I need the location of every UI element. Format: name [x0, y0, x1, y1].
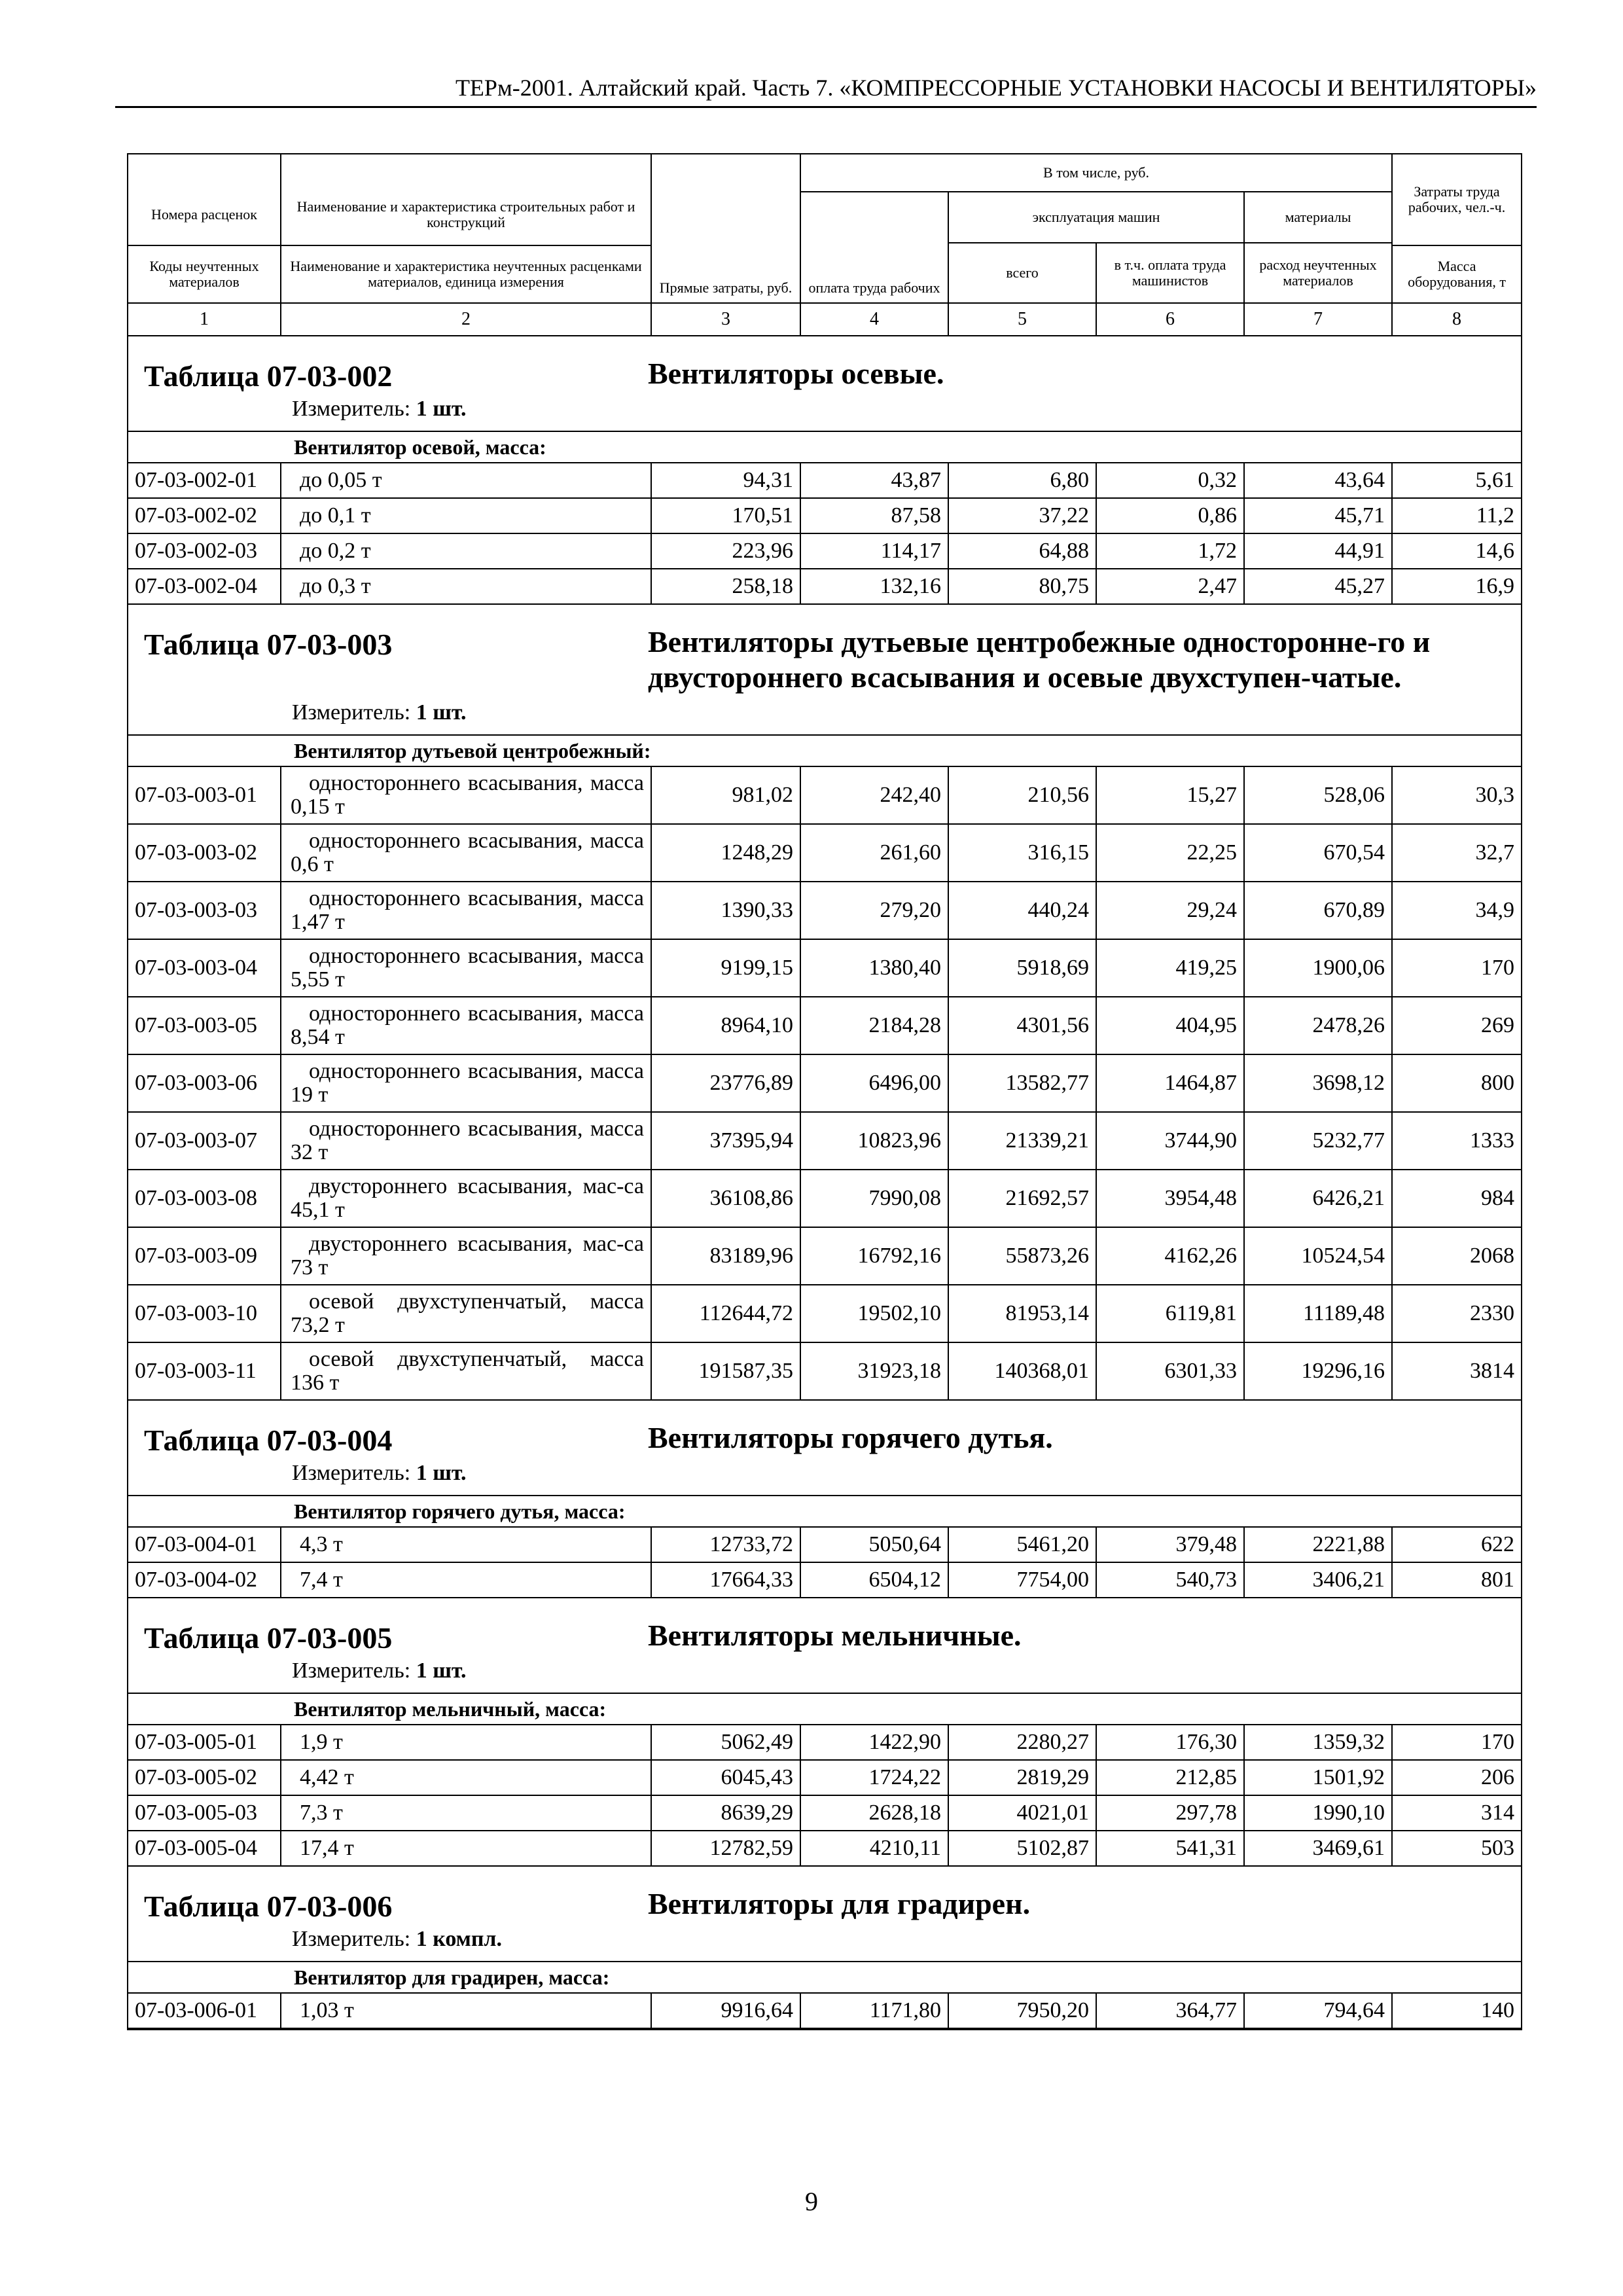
rate-description: двустороннего всасывания, мас-са 45,1 т [281, 1170, 651, 1227]
direct-cost-value: 9916,64 [651, 1993, 800, 2029]
measure-unit-label: Измеритель: [292, 1461, 411, 1485]
rate-code: 07-03-004-01 [128, 1527, 281, 1562]
rate-code: 07-03-006-01 [128, 1993, 281, 2029]
measure-unit-value: 1 компл. [416, 1927, 503, 1951]
group-spacer [128, 1962, 281, 1993]
machines-total-value: 2280,27 [948, 1725, 1096, 1760]
rate-description: до 0,2 т [281, 533, 651, 569]
measure-unit [292, 394, 1514, 424]
labor-hours-value: 5,61 [1392, 463, 1522, 498]
direct-cost-value: 6045,43 [651, 1760, 800, 1795]
labor-pay-value: 7990,08 [800, 1170, 948, 1227]
labor-hours-value: 170 [1392, 1725, 1522, 1760]
group-row [128, 1693, 1522, 1725]
rate-description: до 0,3 т [281, 569, 651, 604]
table-row [128, 1795, 1522, 1831]
rate-description: одностороннего всасывания, масса 5,55 т [281, 939, 651, 997]
labor-hours-value: 314 [1392, 1795, 1522, 1831]
materials-value: 2478,26 [1244, 997, 1392, 1054]
materials-value: 3406,21 [1244, 1562, 1392, 1598]
labor-hours-value: 34,9 [1392, 882, 1522, 939]
table-id: Таблица 07-03-004 [144, 1424, 393, 1457]
materials-value: 45,27 [1244, 569, 1392, 604]
group-label: Вентилятор осевой, масса: [281, 431, 1522, 463]
machines-labor-value: 0,32 [1096, 463, 1244, 498]
table-title: Вентиляторы для градирен. [648, 1887, 1031, 1920]
rate-code: 07-03-002-02 [128, 498, 281, 533]
machines-labor-value: 419,25 [1096, 939, 1244, 997]
materials-value: 670,89 [1244, 882, 1392, 939]
table-row [128, 1725, 1522, 1760]
rate-code: 07-03-005-04 [128, 1831, 281, 1866]
machines-labor-value: 404,95 [1096, 997, 1244, 1054]
table-row [128, 824, 1522, 882]
labor-pay-value: 4210,11 [800, 1831, 948, 1866]
machines-total-value: 80,75 [948, 569, 1096, 604]
group-spacer [128, 431, 281, 463]
labor-pay-value: 261,60 [800, 824, 948, 882]
machines-total-value: 440,24 [948, 882, 1096, 939]
direct-cost-header: Прямые затраты, руб. [651, 154, 800, 303]
measure-unit-value: 1 шт. [416, 1461, 467, 1485]
measure-unit-label: Измеритель: [292, 397, 411, 421]
table-row [128, 1342, 1522, 1400]
rate-code: 07-03-003-03 [128, 882, 281, 939]
labor-hours-value: 622 [1392, 1527, 1522, 1562]
materials-value: 794,64 [1244, 1993, 1392, 2029]
labor-hours-value: 206 [1392, 1760, 1522, 1795]
section-heading-row [128, 604, 1522, 735]
machines-total-value: 55873,26 [948, 1227, 1096, 1285]
labor-hours-value: 801 [1392, 1562, 1522, 1598]
labor-hours-value: 32,7 [1392, 824, 1522, 882]
group-label: Вентилятор мельничный, масса: [281, 1693, 1522, 1725]
materials-value: 44,91 [1244, 533, 1392, 569]
group-spacer [128, 1496, 281, 1527]
rate-code: 07-03-005-01 [128, 1725, 281, 1760]
labor-pay-value: 31923,18 [800, 1342, 948, 1400]
measure-unit-label: Измеритель: [292, 1927, 411, 1951]
measure-unit-label: Измеритель: [292, 700, 411, 725]
direct-cost-value: 170,51 [651, 498, 800, 533]
column-number: 6 [1096, 303, 1244, 336]
rate-code: 07-03-002-03 [128, 533, 281, 569]
materials-value: 3698,12 [1244, 1054, 1392, 1112]
labor-pay-value: 1422,90 [800, 1725, 948, 1760]
direct-cost-value: 37395,94 [651, 1112, 800, 1170]
machines-total-value: 4301,56 [948, 997, 1096, 1054]
materials-value: 6426,21 [1244, 1170, 1392, 1227]
measure-unit-value: 1 шт. [416, 700, 467, 725]
measure-unit-label: Измеритель: [292, 1659, 411, 1683]
price-table [127, 153, 1522, 2030]
machines-total-value: 6,80 [948, 463, 1096, 498]
col1-top-header: Номера расценок [128, 154, 281, 245]
section-heading [128, 1400, 1522, 1496]
labor-hours-value: 2068 [1392, 1227, 1522, 1285]
labor-pay-value: 6504,12 [800, 1562, 948, 1598]
rate-code: 07-03-002-04 [128, 569, 281, 604]
table-row [128, 1562, 1522, 1598]
rate-code: 07-03-005-03 [128, 1795, 281, 1831]
group-label: Вентилятор горячего дутья, масса: [281, 1496, 1522, 1527]
direct-cost-value: 981,02 [651, 766, 800, 824]
machines-total-value: 4021,01 [948, 1795, 1096, 1831]
machines-header: эксплуатация машин [948, 192, 1244, 243]
rate-description: одностороннего всасывания, масса 19 т [281, 1054, 651, 1112]
direct-cost-value: 94,31 [651, 463, 800, 498]
direct-cost-value: 9199,15 [651, 939, 800, 997]
machines-total-value: 5918,69 [948, 939, 1096, 997]
running-header: ТЕРм-2001. Алтайский край. Часть 7. «КОМПРЕССОРНЫЕ УСТАНОВКИ НАСОСЫ И ВЕНТИЛЯТОРЫ» [115, 72, 1537, 108]
machines-total-value: 81953,14 [948, 1285, 1096, 1342]
rate-code: 07-03-002-01 [128, 463, 281, 498]
labor-hours-value: 30,3 [1392, 766, 1522, 824]
machines-labor-value: 4162,26 [1096, 1227, 1244, 1285]
table-row [128, 569, 1522, 604]
measure-unit-value: 1 шт. [416, 397, 467, 421]
labor-pay-value: 1380,40 [800, 939, 948, 997]
rate-code: 07-03-004-02 [128, 1562, 281, 1598]
table-row [128, 463, 1522, 498]
labor-cost-header: Затраты труда рабочих, чел.-ч. [1392, 154, 1522, 245]
section-heading [128, 336, 1522, 431]
measure-unit-value: 1 шт. [416, 1659, 467, 1683]
rate-description: одностороннего всасывания, масса 32 т [281, 1112, 651, 1170]
labor-pay-value: 242,40 [800, 766, 948, 824]
labor-hours-value: 269 [1392, 997, 1522, 1054]
materials-header: материалы [1244, 192, 1392, 243]
group-label: Вентилятор дутьевой центробежный: [281, 735, 1522, 766]
labor-hours-value: 800 [1392, 1054, 1522, 1112]
labor-pay-value: 114,17 [800, 533, 948, 569]
labor-pay-value: 6496,00 [800, 1054, 948, 1112]
materials-value: 1501,92 [1244, 1760, 1392, 1795]
group-row [128, 1962, 1522, 1993]
labor-hours-value: 503 [1392, 1831, 1522, 1866]
rate-description: до 0,05 т [281, 463, 651, 498]
machines-labor-value: 212,85 [1096, 1760, 1244, 1795]
labor-pay-value: 10823,96 [800, 1112, 948, 1170]
machines-labor-value: 541,31 [1096, 1831, 1244, 1866]
measure-unit [292, 1924, 1514, 1954]
direct-cost-value: 1248,29 [651, 824, 800, 882]
section-heading-row [128, 1598, 1522, 1693]
labor-pay-value: 19502,10 [800, 1285, 948, 1342]
table-id: Таблица 07-03-003 [144, 628, 393, 661]
column-number: 3 [651, 303, 800, 336]
direct-cost-value: 12733,72 [651, 1527, 800, 1562]
table-title: Вентиляторы горячего дутья. [648, 1421, 1053, 1454]
direct-cost-value: 12782,59 [651, 1831, 800, 1866]
column-number: 7 [1244, 303, 1392, 336]
measure-unit [292, 1458, 1514, 1488]
rate-description: одностороннего всасывания, масса 8,54 т [281, 997, 651, 1054]
labor-pay-value: 2184,28 [800, 997, 948, 1054]
materials-value: 3469,61 [1244, 1831, 1392, 1866]
section-heading [128, 1866, 1522, 1962]
section-heading [128, 604, 1522, 735]
machines-labor-value: 0,86 [1096, 498, 1244, 533]
rate-description: двустороннего всасывания, мас-са 73 т [281, 1227, 651, 1285]
machines-total-value: 37,22 [948, 498, 1096, 533]
column-number: 4 [800, 303, 948, 336]
machines-total-value: 316,15 [948, 824, 1096, 882]
materials-value: 19296,16 [1244, 1342, 1392, 1400]
machines-total-value: 7950,20 [948, 1993, 1096, 2029]
col2-top-header: Наименование и характеристика строительных работ и конструкций [281, 154, 651, 245]
rate-description: 17,4 т [281, 1831, 651, 1866]
direct-cost-value: 5062,49 [651, 1725, 800, 1760]
rate-description: одностороннего всасывания, масса 0,15 т [281, 766, 651, 824]
machines-total-value: 13582,77 [948, 1054, 1096, 1112]
machines-labor-value: 297,78 [1096, 1795, 1244, 1831]
section-heading-row [128, 1400, 1522, 1496]
rate-description: одностороннего всасывания, масса 0,6 т [281, 824, 651, 882]
column-number: 8 [1392, 303, 1522, 336]
direct-cost-value: 191587,35 [651, 1342, 800, 1400]
table-title: Вентиляторы дутьевые центробежные односторонне-го и двустороннего всасывания и осевые двухступен-чатые. [648, 625, 1431, 694]
table-title: Вентиляторы мельничные. [648, 1619, 1022, 1652]
machines-labor-value: 379,48 [1096, 1527, 1244, 1562]
machines-labor-value: 15,27 [1096, 766, 1244, 824]
machines-total-value: 64,88 [948, 533, 1096, 569]
machines-total-value: 2819,29 [948, 1760, 1096, 1795]
direct-cost-value: 83189,96 [651, 1227, 800, 1285]
table-id: Таблица 07-03-005 [144, 1621, 393, 1655]
page-number: 9 [805, 2187, 818, 2216]
machines-labor-value: 29,24 [1096, 882, 1244, 939]
labor-hours-value: 2330 [1392, 1285, 1522, 1342]
measure-unit [292, 1656, 1514, 1686]
rate-code: 07-03-003-10 [128, 1285, 281, 1342]
labor-hours-value: 3814 [1392, 1342, 1522, 1400]
labor-pay-value: 279,20 [800, 882, 948, 939]
machines-labor-value: 22,25 [1096, 824, 1244, 882]
machines-total-value: 140368,01 [948, 1342, 1096, 1400]
labor-hours-value: 170 [1392, 939, 1522, 997]
materials-value: 2221,88 [1244, 1527, 1392, 1562]
rate-description: 4,42 т [281, 1760, 651, 1795]
table-row [128, 1993, 1522, 2029]
table-row [128, 1285, 1522, 1342]
labor-pay-value: 1724,22 [800, 1760, 948, 1795]
rate-code: 07-03-003-01 [128, 766, 281, 824]
machines-labor-value: 176,30 [1096, 1725, 1244, 1760]
col1-bottom-header: Коды неучтенных материалов [128, 245, 281, 303]
labor-hours-value: 16,9 [1392, 569, 1522, 604]
column-numbers-row [128, 303, 1522, 336]
table-row [128, 1170, 1522, 1227]
materials-value: 1990,10 [1244, 1795, 1392, 1831]
table-row [128, 498, 1522, 533]
rate-code: 07-03-003-08 [128, 1170, 281, 1227]
labor-hours-value: 1333 [1392, 1112, 1522, 1170]
section-heading-row [128, 1866, 1522, 1962]
rate-description: 7,4 т [281, 1562, 651, 1598]
machines-labor-value: 2,47 [1096, 569, 1244, 604]
machines-labor-value: 6119,81 [1096, 1285, 1244, 1342]
rate-code: 07-03-003-06 [128, 1054, 281, 1112]
rate-code: 07-03-003-04 [128, 939, 281, 997]
rate-code: 07-03-003-02 [128, 824, 281, 882]
rate-description: осевой двухступенчатый, масса 136 т [281, 1342, 651, 1400]
machines-labor-value: 6301,33 [1096, 1342, 1244, 1400]
col2-bottom-header: Наименование и характеристика неучтенных расценками материалов, единица измерения [281, 245, 651, 303]
direct-cost-value: 1390,33 [651, 882, 800, 939]
machines-labor-header: в т.ч. оплата труда машинистов [1096, 243, 1244, 303]
rate-description: 7,3 т [281, 1795, 651, 1831]
table-id: Таблица 07-03-002 [144, 359, 393, 393]
rate-code: 07-03-003-11 [128, 1342, 281, 1400]
table-row [128, 997, 1522, 1054]
machines-labor-value: 364,77 [1096, 1993, 1244, 2029]
machines-total-value: 7754,00 [948, 1562, 1096, 1598]
group-row [128, 735, 1522, 766]
header-row-1 [128, 154, 1522, 192]
machines-total-value: 210,56 [948, 766, 1096, 824]
materials-value: 10524,54 [1244, 1227, 1392, 1285]
materials-value: 1900,06 [1244, 939, 1392, 997]
direct-cost-value: 17664,33 [651, 1562, 800, 1598]
machines-total-value: 21692,57 [948, 1170, 1096, 1227]
labor-hours-value: 984 [1392, 1170, 1522, 1227]
rate-description: 1,9 т [281, 1725, 651, 1760]
rate-description: одностороннего всасывания, масса 1,47 т [281, 882, 651, 939]
table-row [128, 1054, 1522, 1112]
machines-total-value: 5461,20 [948, 1527, 1096, 1562]
machines-total-value: 5102,87 [948, 1831, 1096, 1866]
group-spacer [128, 1693, 281, 1725]
materials-value: 11189,48 [1244, 1285, 1392, 1342]
table-row [128, 766, 1522, 824]
rate-description: 1,03 т [281, 1993, 651, 2029]
measure-unit [292, 698, 1514, 728]
table-row [128, 1227, 1522, 1285]
rate-code: 07-03-003-07 [128, 1112, 281, 1170]
section-heading-row [128, 336, 1522, 431]
labor-hours-value: 14,6 [1392, 533, 1522, 569]
column-number: 2 [281, 303, 651, 336]
equipment-mass-header: Масса оборудования, т [1392, 245, 1522, 303]
including-header: В том числе, руб. [800, 154, 1392, 192]
machines-total-value: 21339,21 [948, 1112, 1096, 1170]
labor-hours-value: 11,2 [1392, 498, 1522, 533]
machines-total-header: всего [948, 243, 1096, 303]
direct-cost-value: 8964,10 [651, 997, 800, 1054]
group-row [128, 431, 1522, 463]
rate-description: осевой двухступенчатый, масса 73,2 т [281, 1285, 651, 1342]
materials-value: 43,64 [1244, 463, 1392, 498]
table-id: Таблица 07-03-006 [144, 1890, 393, 1923]
materials-value: 1359,32 [1244, 1725, 1392, 1760]
materials-sub-header: расход неучтенных материалов [1244, 243, 1392, 303]
table-row [128, 1831, 1522, 1866]
table-row [128, 1760, 1522, 1795]
direct-cost-value: 112644,72 [651, 1285, 800, 1342]
labor-hours-value: 140 [1392, 1993, 1522, 2029]
labor-pay-value: 16792,16 [800, 1227, 948, 1285]
machines-labor-value: 3954,48 [1096, 1170, 1244, 1227]
rate-code: 07-03-005-02 [128, 1760, 281, 1795]
column-number: 5 [948, 303, 1096, 336]
direct-cost-value: 36108,86 [651, 1170, 800, 1227]
machines-labor-value: 540,73 [1096, 1562, 1244, 1598]
labor-pay-header: оплата труда рабочих [800, 192, 948, 303]
rate-description: 4,3 т [281, 1527, 651, 1562]
labor-pay-value: 87,58 [800, 498, 948, 533]
machines-labor-value: 3744,90 [1096, 1112, 1244, 1170]
machines-labor-value: 1464,87 [1096, 1054, 1244, 1112]
direct-cost-value: 258,18 [651, 569, 800, 604]
table-row [128, 533, 1522, 569]
labor-pay-value: 1171,80 [800, 1993, 948, 2029]
section-heading [128, 1598, 1522, 1693]
direct-cost-value: 8639,29 [651, 1795, 800, 1831]
direct-cost-value: 23776,89 [651, 1054, 800, 1112]
table-row [128, 939, 1522, 997]
machines-labor-value: 1,72 [1096, 533, 1244, 569]
rate-code: 07-03-003-09 [128, 1227, 281, 1285]
group-spacer [128, 735, 281, 766]
table-title: Вентиляторы осевые. [648, 357, 944, 390]
group-label: Вентилятор для градирен, масса: [281, 1962, 1522, 1993]
labor-pay-value: 43,87 [800, 463, 948, 498]
column-number: 1 [128, 303, 281, 336]
group-row [128, 1496, 1522, 1527]
materials-value: 528,06 [1244, 766, 1392, 824]
labor-pay-value: 2628,18 [800, 1795, 948, 1831]
materials-value: 45,71 [1244, 498, 1392, 533]
materials-value: 670,54 [1244, 824, 1392, 882]
labor-pay-value: 132,16 [800, 569, 948, 604]
table-row [128, 882, 1522, 939]
labor-pay-value: 5050,64 [800, 1527, 948, 1562]
direct-cost-value: 223,96 [651, 533, 800, 569]
table-row [128, 1527, 1522, 1562]
rate-description: до 0,1 т [281, 498, 651, 533]
rate-code: 07-03-003-05 [128, 997, 281, 1054]
table-row [128, 1112, 1522, 1170]
materials-value: 5232,77 [1244, 1112, 1392, 1170]
